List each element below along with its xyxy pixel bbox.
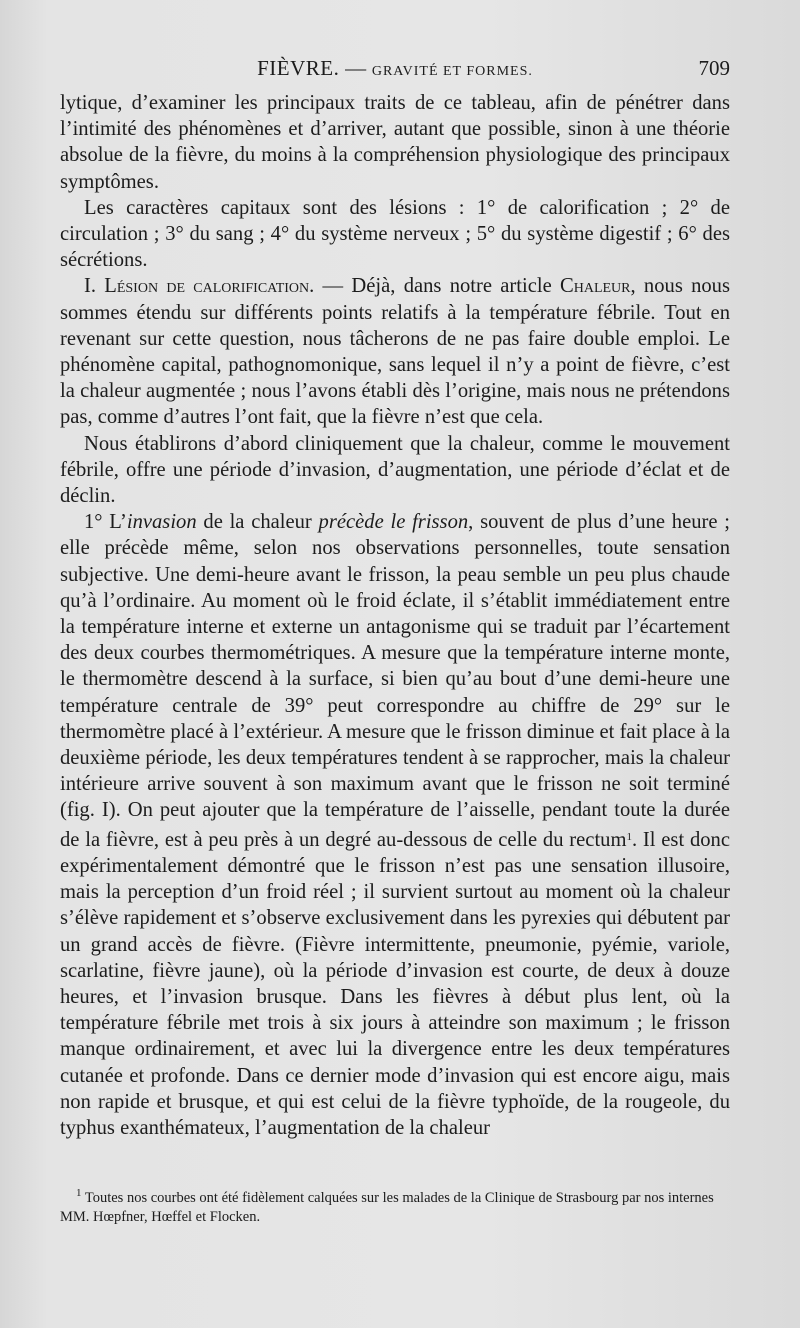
running-subtitle: GRAVITÉ ET FORMES.: [371, 64, 533, 79]
paragraph-invasion: [60, 509, 730, 1141]
page-number: 709: [698, 56, 730, 80]
emphasis-frisson: précède le frisson: [318, 511, 469, 534]
text-segment: , souvent de plus d’une heure ; elle précède même, selon nos observations personnelles, toute sensation subjective. Une demi-heure avant le frisson, la peau semble un peu plus chaude qu’à l’ordinaire. Au moment où le froid éclate, il s’établit immédiatement entre la température interne et externe un antagonisme qui se traduit par l’écartement des deux courbes thermométriques. A mesure que la température interne monte, le thermomètre descend à la surface, si bien qu’au bout d’une demi-heure une température centrale de 39° peut correspondre au chiffre de 29° sur le thermomètre placé à l’extérieur. A mesure que le frisson diminue et fait place à la deuxième période, les deux températures tendent à se rapprocher, mais la chaleur intérieure arrive souvent à son maximum avant que le frisson ne soit terminé (fig. I). On peut ajouter que la température de l’aisselle, pendant toute la durée de la fièvre, est à peu près à un degré au-dessous de celle du rectum: [60, 511, 730, 851]
running-header: [60, 56, 730, 86]
section-heading: I. Lésion de calorification.: [84, 275, 315, 298]
emphasis-invasion: invasion: [126, 511, 197, 534]
paragraph-characters: Les caractères capitaux sont des lésions : 1° de calorification ; 2° de circulation ; 3° du sang ; 4° du système nerveux ; 5° du système digestif ; 6° des sécrétions.: [60, 196, 730, 272]
body-text: [60, 90, 730, 1141]
footnote-text: Toutes nos courbes ont été fidèlement calquées sur les malades de la Clinique de Strasbourg par nos internes MM. Hœpfner, Hœffel et Flocken.: [60, 1190, 714, 1225]
text-segment: de la chaleur: [196, 511, 319, 534]
running-title: FIÈVRE. —: [257, 56, 367, 80]
footnote-ref: 1: [626, 830, 632, 843]
paragraph-calorification: [60, 273, 730, 430]
text-segment: , nous nous sommes étendu sur différents points relatifs à la température fébrile. Tout en revenant sur cette question, nous tâcherons de ne pas faire double emploi. Le phénomène capital, pathognomonique, sans lequel il n’y a point de fièvre, c’est la chaleur augmentée ; nous l’avons établi dès l’origine, mais nous ne prétendons pas, comme d’autres l’ont fait, que la fièvre n’est que cela.: [60, 275, 730, 429]
footnote-mark: 1: [76, 1187, 82, 1199]
text-segment: 1° L’: [84, 511, 127, 534]
footnote-paragraph: [60, 1184, 740, 1227]
paragraph-clinical: Nous établirons d’abord cliniquement que la chaleur, comme le mouvement fébrile, offre une période d’invasion, d’augmentation, une période d’éclat et de déclin.: [60, 432, 730, 508]
footnote: [60, 1184, 740, 1227]
text-segment: — Déjà, dans notre article: [314, 275, 560, 298]
paragraph-continuation: lytique, d’examiner les principaux traits de ce tableau, afin de pénétrer dans l’intimité des phénomènes et d’arriver, autant que possible, sinon à une théorie absolue de la fièvre, du moins à la compréhension physiologique des principaux symptômes.: [60, 92, 730, 193]
running-title-block: [60, 56, 730, 81]
text-segment: . Il est donc expérimentalement démontré que le frisson n’est pas une sensation illusoire, mais la perception d’un froid réel ; il survient surtout au moment où la chaleur s’élève rapidement et s’observe exclusivement dans les pyrexies qui débutent par un grand accès de fièvre. (Fièvre intermittente, pneumonie, pyémie, variole, scarlatine, fièvre jaune), où la période d’invasion est courte, de deux à douze heures, et l’invasion brusque. Dans les fièvres à début plus lent, où la température fébrile met trois à six jours à atteindre son maximum ; le frisson manque ordinairement, et avec lui la divergence entre les deux températures cutanée et profonde. Dans ce dernier mode d’invasion qui est encore aigu, mais non rapide et brusque, et qui est celui de la fièvre typhoïde, de la rougeole, du typhus exanthémateux, l’augmentation de la chaleur: [60, 828, 730, 1139]
cross-reference: Chaleur: [560, 275, 631, 298]
